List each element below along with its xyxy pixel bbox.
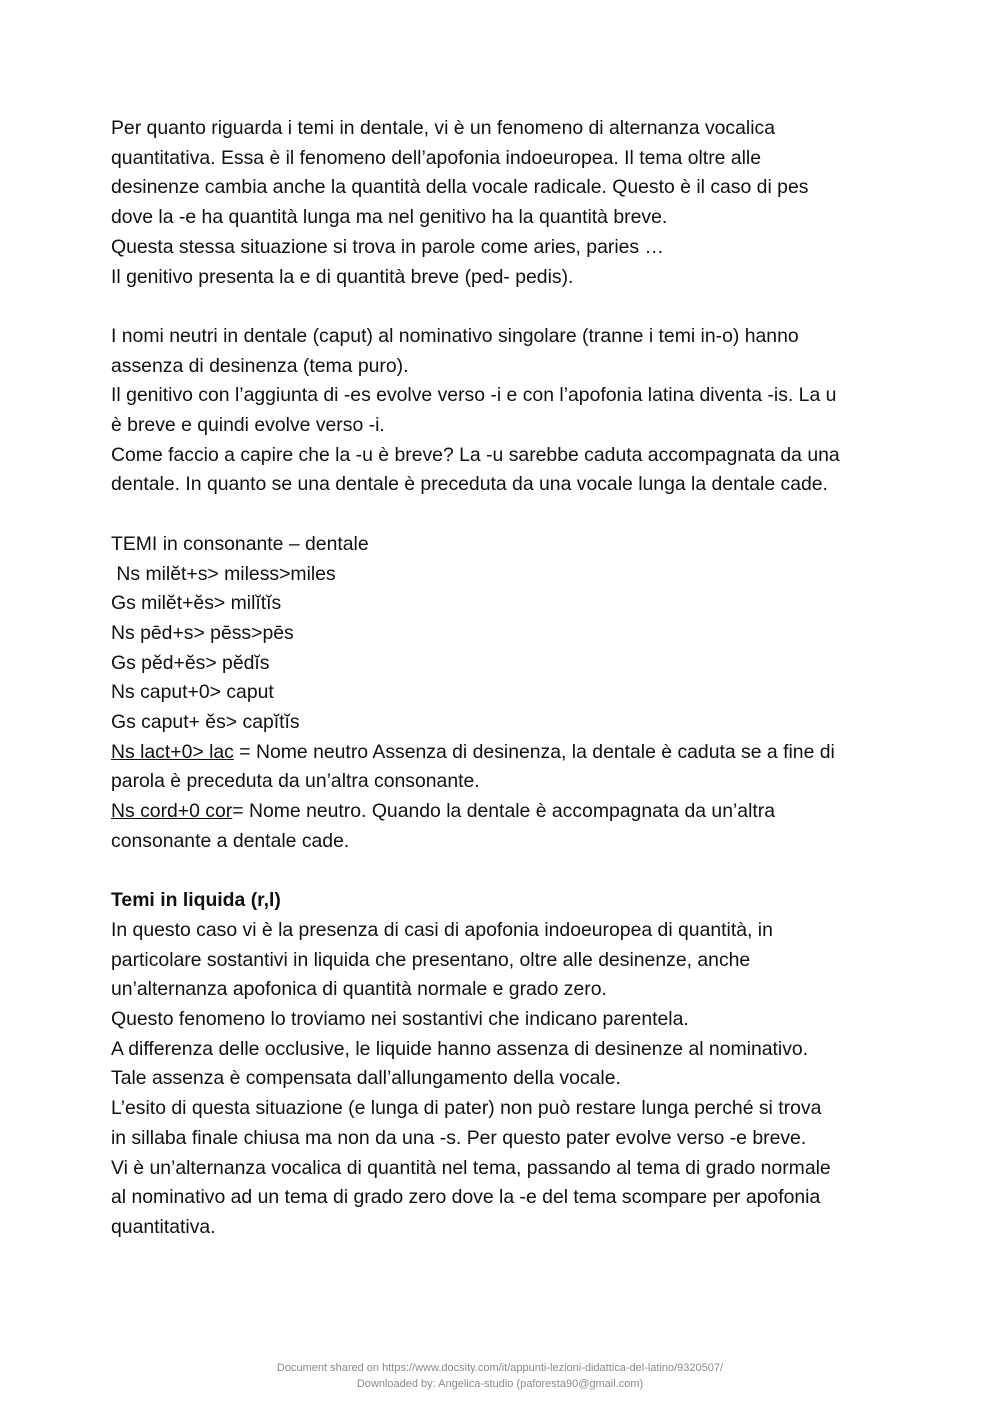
text-line: in sillaba finale chiusa ma non da una -s. Per questo pater evolve verso -e breve.: [111, 1126, 807, 1149]
text-line: assenza di desinenza (tema puro).: [111, 354, 409, 377]
text-line: Tale assenza è compensata dall’allungamento della vocale.: [111, 1067, 621, 1090]
text-line: A differenza delle occlusive, le liquide hanno assenza di desinenze al nominativo.: [111, 1037, 809, 1060]
text-line: Vi è un’alternanza vocalica di quantità nel tema, passando al tema di grado normale: [111, 1156, 831, 1179]
example-line: Gs pĕd+ĕs> pĕdĭs: [111, 651, 270, 674]
example-line: Gs milĕt+ĕs> milĭtĭs: [111, 592, 282, 615]
text-line: è breve e quindi evolve verso -i.: [111, 414, 385, 437]
text-line: particolare sostantivi in liquida che presentano, oltre alle desinenze, anche: [111, 948, 751, 971]
example-line: Ns caput+0> caput: [111, 681, 274, 704]
text-line: In questo caso vi è la presenza di casi di apofonia indoeuropea di quantità, in: [111, 918, 773, 941]
example-line-cor: [111, 797, 901, 827]
example-explanation: = Nome neutro. Quando la dentale è accompagnata da un’altra: [232, 800, 776, 823]
paragraph-spacer: [111, 500, 901, 530]
text-line: dentale. In quanto se una dentale è preceduta da una vocale lunga la dentale cade.: [111, 473, 828, 496]
dental-stem-examples: [111, 530, 901, 857]
text-line: Il genitivo con l’aggiunta di -es evolve verso -i e con l’apofonia latina diventa -is. La u: [111, 384, 837, 407]
text-line: un’alternanza apofonica di quantità normale e grado zero.: [111, 978, 607, 1001]
example-line-lac: [111, 738, 901, 768]
underlined-form: Ns cord+0 cor: [111, 800, 233, 823]
footer-shared-line: Document shared on https://www.docsity.com/it/appunti-lezioni-didattica-del-latino/9320507/: [276, 1362, 724, 1374]
paragraph-neuter-dental: [111, 322, 901, 500]
text-line: desinenze cambia anche la quantità della vocale radicale. Questo è il caso di pes: [111, 176, 809, 199]
example-line: Gs caput+ ĕs> capĭtĭs: [111, 711, 300, 734]
text-line: Il genitivo presenta la e di quantità breve (ped- pedis).: [111, 265, 574, 288]
page-footer: [0, 1360, 1000, 1392]
text-line: Per quanto riguarda i temi in dentale, vi è un fenomeno di alternanza vocalica: [111, 117, 775, 139]
paragraph-spacer: [111, 292, 901, 322]
paragraph-dental-apophony: [111, 114, 901, 292]
text-line: Come faccio a capire che la -u è breve? La -u sarebbe caduta accompagnata da una: [111, 443, 840, 466]
text-line: al nominativo ad un tema di grado zero dove la -e del tema scompare per apofonia: [111, 1186, 821, 1209]
text-line: Questa stessa situazione si trova in parole come aries, paries …: [111, 235, 664, 258]
text-line: quantitativa.: [111, 1215, 216, 1238]
text-line: parola è preceduta da un’altra consonante.: [111, 770, 480, 793]
section-liquid-stems: [111, 886, 901, 1242]
example-line: Ns milĕt+s> miless>miles: [111, 562, 336, 585]
footer-downloaded-line: Downloaded by: Angelica-studio (paforesta90@gmail.com): [356, 1378, 644, 1390]
paragraph-spacer: [111, 857, 901, 887]
section-label: TEMI in consonante – dentale: [111, 532, 369, 555]
text-line: consonante a dentale cade.: [111, 829, 350, 852]
example-line: Ns pēd+s> pēss>pēs: [111, 621, 294, 644]
section-heading: Temi in liquida (r,l): [111, 889, 281, 912]
text-line: I nomi neutri in dentale (caput) al nominativo singolare (tranne i temi in-o) hanno: [111, 324, 799, 347]
text-line: L’esito di questa situazione (e lunga di pater) non può restare lunga perché si trova: [111, 1097, 822, 1120]
underlined-form: Ns lact+0> lac: [111, 740, 234, 763]
text-line: quantitativa. Essa è il fenomeno dell’apofonia indoeuropea. Il tema oltre alle: [111, 146, 762, 169]
text-line: dove la -e ha quantità lunga ma nel genitivo ha la quantità breve.: [111, 206, 668, 229]
example-explanation: = Nome neutro Assenza di desinenza, la dentale è caduta se a fine di: [233, 740, 835, 763]
text-line: Questo fenomeno lo troviamo nei sostantivi che indicano parentela.: [111, 1008, 689, 1031]
document-body: [111, 114, 901, 1243]
